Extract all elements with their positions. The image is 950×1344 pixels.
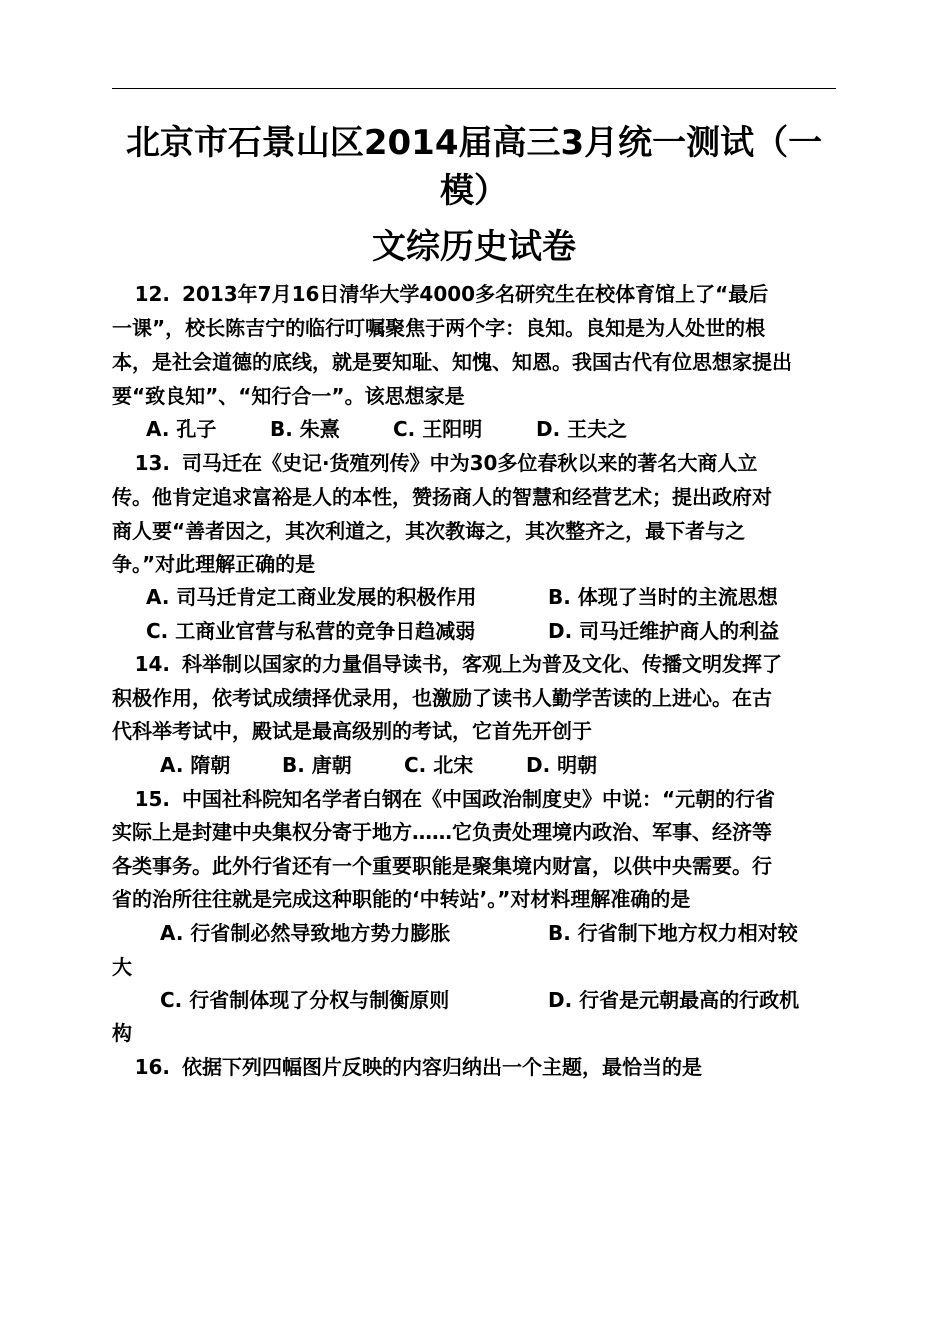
question-15-line-3: 各类事务。此外行省还有一个重要职能是聚集境内财富，以供中央需要。行 — [112, 854, 772, 878]
question-number: 14. — [134, 652, 170, 676]
header-rule — [112, 88, 836, 89]
option-b: B. 朱熹 — [270, 417, 340, 441]
question-14-line-3: 代科举考试中，殿试是最高级别的考试，它首先开创于 — [112, 719, 592, 743]
option-c: C. 行省制体现了分权与制衡原则 — [160, 988, 450, 1012]
option-a: A. 隋朝 — [160, 753, 231, 777]
option-d: D. 王夫之 — [536, 417, 628, 441]
document-title-line-2: 模） — [440, 171, 508, 211]
option-a: A. 孔子 — [146, 417, 217, 441]
option-a: A. 司马迁肯定工商业发展的积极作用 — [146, 585, 477, 609]
option-c: C. 北宋 — [404, 753, 474, 777]
question-12-line-4: 要“致良知”、“知行合一”。该思想家是 — [112, 384, 465, 408]
option-b: B. 行省制下地方权力相对较 — [548, 921, 798, 945]
document-title-line-1: 北京市石景山区2014届高三3月统一测试（一 — [125, 123, 823, 163]
question-12-line-2: 一课”，校长陈吉宁的临行叮嘱聚焦于两个字：良知。良知是为人处世的根 — [112, 316, 766, 340]
question-16-line-1 — [112, 1050, 836, 1084]
question-15-line-4: 省的治所往往就是完成这种职能的‘中转站’。”对材料理解准确的是 — [112, 887, 691, 911]
question-15-line-2: 实际上是封建中央集权分寄于地方……它负责处理境内政治、军事、经济等 — [112, 820, 772, 844]
option-b: B. 体现了当时的主流思想 — [548, 585, 778, 609]
question-12-line-3: 本，是社会道德的底线，就是要知耻、知愧、知恩。我国古代有位思想家提出 — [112, 350, 792, 374]
question-number: 16. — [134, 1055, 170, 1079]
question-14-line-2: 积极作用，依考试成绩择优录用，也激励了读书人勤学苦读的上进心。在古 — [112, 686, 772, 710]
option-a: A. 行省制必然导致地方势力膨胀 — [160, 921, 451, 945]
question-13-line-4: 争。”对此理解正确的是 — [112, 552, 316, 576]
question-13-line-1 — [112, 446, 836, 480]
option-b-continuation: 大 — [112, 955, 132, 979]
question-12-line-1 — [112, 277, 836, 311]
question-number: 15. — [134, 787, 170, 811]
question-text: 依据下列四幅图片反映的内容归纳出一个主题，最恰当的是 — [182, 1055, 702, 1079]
question-15-line-1 — [112, 782, 836, 816]
option-d: D. 明朝 — [526, 753, 598, 777]
option-b: B. 唐朝 — [282, 753, 352, 777]
question-text: 科举制以国家的力量倡导读书，客观上为普及文化、传播文明发挥了 — [182, 652, 782, 676]
option-d-continuation: 构 — [112, 1021, 132, 1045]
option-d: D. 司马迁维护商人的利益 — [548, 619, 780, 643]
question-text: 中国社科院知名学者白钢在《中国政治制度史》中说：“元朝的行省 — [182, 787, 776, 811]
question-text: 2013年7月16日清华大学4000多名研究生在校体育馆上了“最后 — [182, 282, 769, 306]
option-d: D. 行省是元朝最高的行政机 — [548, 988, 800, 1012]
question-14-line-1 — [112, 647, 836, 681]
question-13-line-3: 商人要“善者因之，其次利道之，其次教诲之，其次整齐之，最下者与之 — [112, 519, 746, 543]
document-subtitle: 文综历史试卷 — [372, 227, 576, 267]
question-13-line-2: 传。他肯定追求富裕是人的本性，赞扬商人的智慧和经营艺术；提出政府对 — [112, 485, 772, 509]
option-c: C. 工商业官营与私营的竞争日趋减弱 — [146, 619, 476, 643]
question-number: 13. — [134, 451, 170, 475]
option-c: C. 王阳明 — [393, 417, 483, 441]
question-number: 12. — [134, 282, 170, 306]
question-text: 司马迁在《史记·货殖列传》中为30多位春秋以来的著名大商人立 — [182, 451, 758, 475]
